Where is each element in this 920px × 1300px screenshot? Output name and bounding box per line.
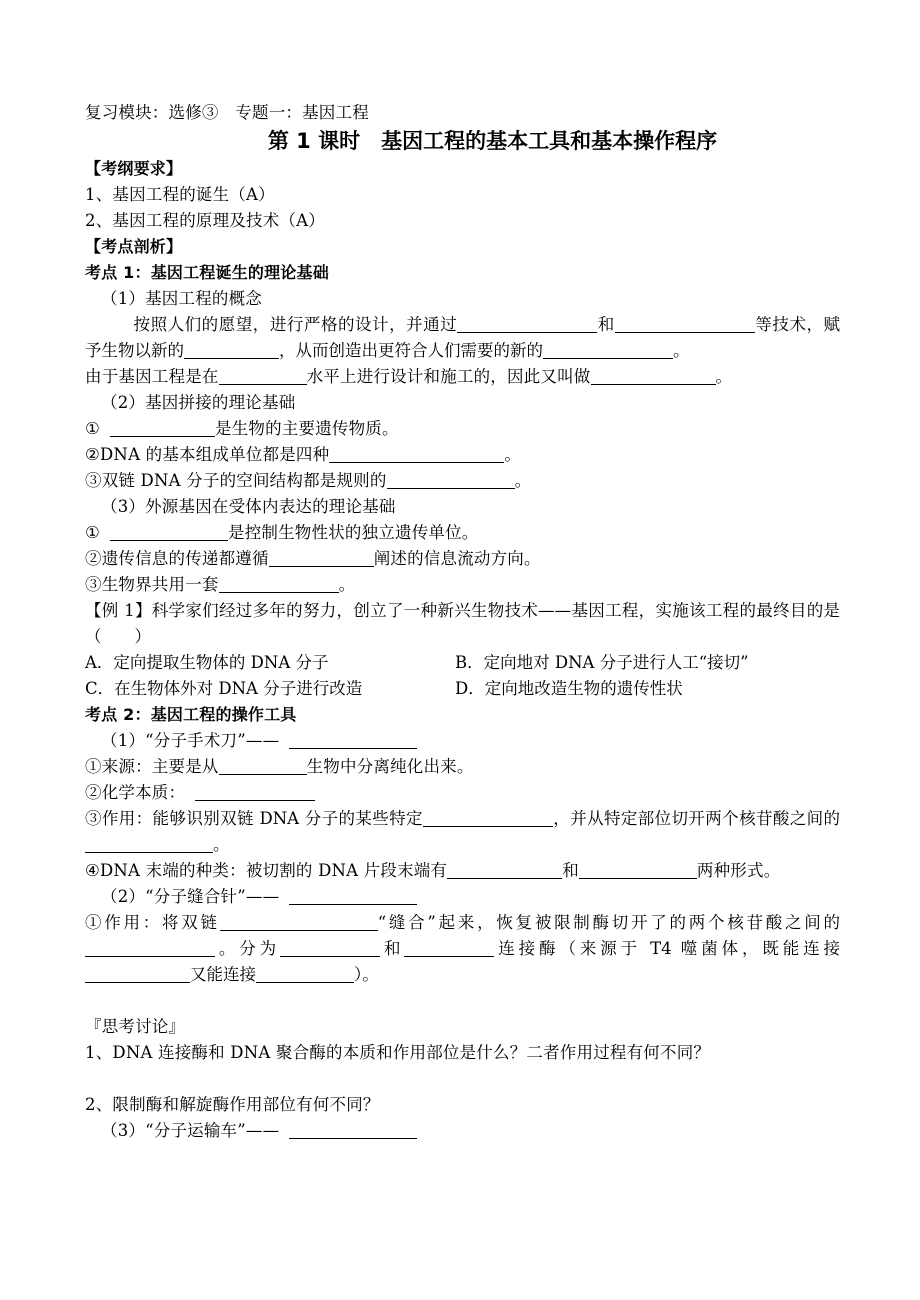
document-page <box>85 0 840 1144</box>
blank-effect-1[interactable] <box>423 811 553 827</box>
p1-sub1-text-f: 由于基因工程是在 <box>85 367 219 386</box>
p2-ends-a: ④DNA 末端的种类：被切割的 DNA 片段末端有 <box>85 861 448 880</box>
p2-sub1-item-1 <box>85 754 840 780</box>
option-a[interactable]: A．定向提取生物体的 DNA 分子 <box>85 653 329 672</box>
blank-concept-4[interactable] <box>543 343 673 359</box>
spacer-answer-1 <box>85 1066 840 1092</box>
p1-sub1-text-a: 按照人们的愿望，进行严格的设计，并通过 <box>133 315 458 334</box>
option-c[interactable]: C．在生物体外对 DNA 分子进行改造 <box>85 679 363 698</box>
p2-sub2-label: （2）“分子缝合针”—— <box>101 887 280 906</box>
p1-sub2-after-3: 。 <box>514 471 532 490</box>
point2-heading: 考点 2：基因工程的操作工具 <box>85 705 297 724</box>
p2-sub2-e: 连接酶（来源于 T4 噬菌体，既能连接 <box>494 939 841 958</box>
p1-sub1-label: （1）基因工程的概念 <box>101 289 262 308</box>
blank-ligase-1[interactable] <box>220 915 378 931</box>
p2-effect-c: 。 <box>213 835 230 854</box>
p2-sub2-c: 。分为 <box>215 939 281 958</box>
point1-heading: 考点 1：基因工程诞生的理论基础 <box>85 263 329 282</box>
blank-ligase-6[interactable] <box>256 967 354 983</box>
outline-item-1: 1、基因工程的诞生（A） <box>85 185 275 204</box>
p2-sub2-d: 和 <box>380 939 405 958</box>
blank-concept-1[interactable] <box>457 317 597 333</box>
p1-sub2-item-2 <box>85 442 840 468</box>
p1-sub2-item-3 <box>85 468 840 494</box>
p2-sub2-a: ①作用：将双链 <box>85 913 220 932</box>
blank-concept-5[interactable] <box>219 369 307 385</box>
blank-express-2[interactable] <box>269 551 374 567</box>
p2-sub2-label-line <box>85 884 840 910</box>
p2-ends-c: 两种形式。 <box>696 861 781 880</box>
p1-sub1-text-d: ，从而创造出更符合人们需要的新的 <box>279 341 543 360</box>
p1-sub3-item-3 <box>85 572 840 598</box>
example1-options-row-2 <box>85 676 840 702</box>
p2-sub1-after-1: 生物中分离纯化出来。 <box>306 757 474 776</box>
p2-sub3-label: （3）“分子运输车”—— <box>101 1121 280 1140</box>
discussion-heading: 『思考讨论』 <box>85 1017 186 1036</box>
blank-ligase-3[interactable] <box>280 941 380 957</box>
p1-sub3-num-2: ② <box>85 549 102 568</box>
p1-sub3-after-3: 。 <box>338 575 356 594</box>
top-spacer <box>85 0 840 100</box>
p1-sub1-text-g: 水平上进行设计和施工的，因此又叫做 <box>306 367 591 386</box>
p2-sub1-label: （1）“分子手术刀”—— <box>101 731 280 750</box>
analysis-heading: 【考点剖析】 <box>85 237 183 256</box>
p1-sub3-num-1: ① <box>85 523 100 542</box>
p1-sub2-num-3: ③ <box>85 471 102 490</box>
blank-end-2[interactable] <box>579 863 697 879</box>
option-b[interactable]: B．定向地对 DNA 分子进行人工“接切” <box>455 653 749 672</box>
p2-sub2-f: 又能连接 <box>190 965 256 984</box>
p2-effect-b: ，并从特定部位切开两个核苷酸之间的 <box>552 809 840 828</box>
blank-ligase-5[interactable] <box>85 967 190 983</box>
p2-effect-body <box>85 806 840 858</box>
p2-sub1-label-line <box>85 728 840 754</box>
p1-sub2-after-2: 。 <box>504 445 522 464</box>
blank-scalpel[interactable] <box>289 733 417 749</box>
page-title: 第 1 课时 基因工程的基本工具和基本操作程序 <box>267 129 718 153</box>
p1-sub2-num-2: ② <box>85 445 100 464</box>
discussion-item-2: 2、限制酶和解旋酶作用部位有何不同？ <box>85 1095 380 1114</box>
blank-ligase-4[interactable] <box>404 941 494 957</box>
blank-vector[interactable] <box>289 1123 417 1139</box>
p1-sub3-num-3: ③ <box>85 575 102 594</box>
blank-effect-2[interactable] <box>85 837 213 853</box>
outline-item-2: 2、基因工程的原理及技术（A） <box>85 211 325 230</box>
p1-sub2-item-1 <box>85 416 840 442</box>
blank-source[interactable] <box>219 759 307 775</box>
blank-basis-1[interactable] <box>110 421 215 437</box>
p2-sub1-num-2: ② <box>85 783 102 802</box>
p1-sub3-item-1 <box>85 520 840 546</box>
p1-sub1-text-h: 。 <box>715 367 733 386</box>
p2-sub1-before-2: 化学本质： <box>101 783 186 802</box>
example1-options-row-1 <box>85 650 840 676</box>
p1-sub3-after-2: 阐述的信息流动方向。 <box>373 549 541 568</box>
p1-sub3-label: （3）外源基因在受体内表达的理论基础 <box>101 497 396 516</box>
p2-sub1-item-2 <box>85 780 840 806</box>
header-line: 复习模块：选修③ 专题一：基因工程 <box>85 103 369 122</box>
p1-sub2-before-2: DNA 的基本组成单位都是四种 <box>100 445 330 464</box>
p2-sub2-g: ）。 <box>354 965 379 984</box>
blank-concept-2[interactable] <box>615 317 755 333</box>
p2-ends-line <box>85 858 840 884</box>
p1-sub2-after-1: 是生物的主要遗传物质。 <box>215 419 399 438</box>
blank-express-3[interactable] <box>219 577 339 593</box>
blank-end-1[interactable] <box>447 863 562 879</box>
blank-concept-6[interactable] <box>591 369 716 385</box>
spacer-before-discussion <box>85 988 840 1014</box>
p2-sub2-body <box>85 910 840 988</box>
p1-sub2-before-3: 双链 DNA 分子的空间结构都是规则的 <box>101 471 387 490</box>
option-d[interactable]: D．定向地改造生物的遗传性状 <box>455 679 683 698</box>
p2-sub3-label-line <box>85 1118 840 1144</box>
p1-sub3-after-1: 是控制生物性状的独立遗传单位。 <box>228 523 479 542</box>
p1-sub3-before-2: 遗传信息的传递都遵循 <box>101 549 269 568</box>
blank-needle[interactable] <box>289 889 417 905</box>
p1-sub1-line2 <box>85 364 840 390</box>
p1-sub3-item-2 <box>85 546 840 572</box>
blank-basis-2[interactable] <box>329 447 504 463</box>
p1-sub2-num-1: ① <box>85 419 100 438</box>
p2-sub2-b: “缝合”起来，恢复被限制酶切开了的两个核苷酸之间的 <box>377 913 841 932</box>
p1-sub1-body <box>85 312 840 364</box>
p1-sub2-label: （2）基因拼接的理论基础 <box>101 393 296 412</box>
p2-sub1-before-1: 来源：主要是从 <box>101 757 219 776</box>
discussion-item-1: 1、DNA 连接酶和 DNA 聚合酶的本质和作用部位是什么？二者作用过程有何不同？ <box>85 1043 711 1062</box>
blank-express-1[interactable] <box>110 525 228 541</box>
blank-chemical-nature[interactable] <box>195 785 315 801</box>
p1-sub3-before-3: 生物界共用一套 <box>101 575 219 594</box>
blank-concept-3[interactable] <box>184 343 279 359</box>
p1-sub1-text-e: 。 <box>673 341 690 360</box>
p2-sub1-num-1: ① <box>85 757 102 776</box>
p1-sub1-text-c: 等技术，赋予生物以新的 <box>85 315 841 360</box>
blank-basis-3[interactable] <box>387 473 515 489</box>
example1-question: 【例 1】科学家们经过多年的努力，创立了一种新兴生物技术——基因工程，实施该工程的最终目的是（ ） <box>85 601 840 646</box>
blank-ligase-2[interactable] <box>85 941 215 957</box>
p1-sub1-text-b: 和 <box>597 315 615 334</box>
outline-heading: 【考纲要求】 <box>85 159 183 178</box>
p2-ends-b: 和 <box>562 861 579 880</box>
p2-effect-a: ③作用：能够识别双链 DNA 分子的某些特定 <box>85 809 423 828</box>
